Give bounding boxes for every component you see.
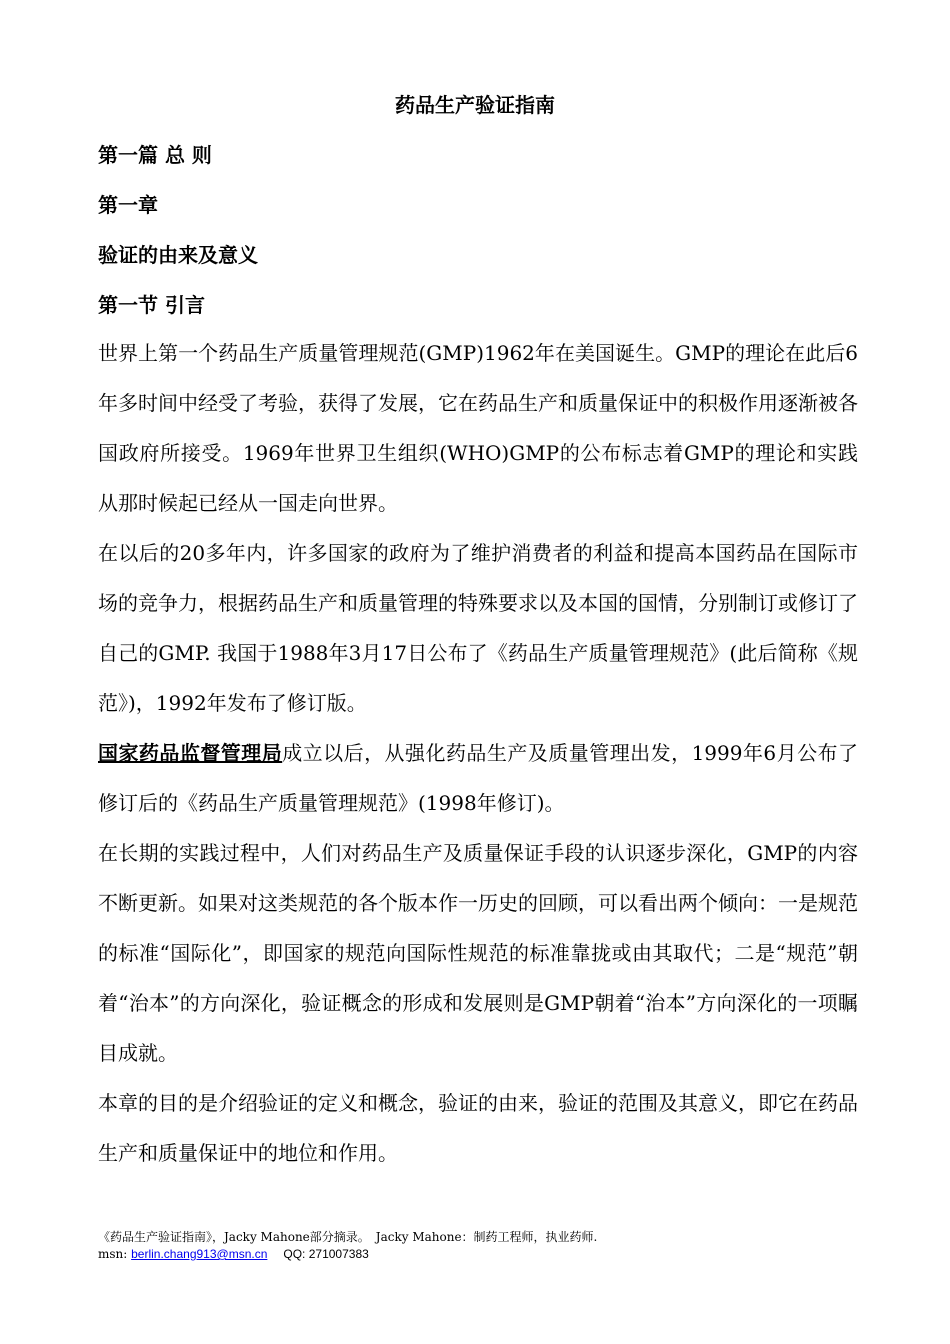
paragraph-national-gmp: 在以后的20多年内，许多国家的政府为了维护消费者的利益和提高本国药品在国际市场的竞争力，根据药品生产和质量管理的特殊要求以及本国的国情，分别制订或修订了自己的GMP. 我国于1988年3月17日公布了《药品生产质量管理规范》(此后简称《规范》)，1992年发布了修订版。 <box>98 541 858 715</box>
footer-contact <box>98 1246 898 1263</box>
section-heading: 第一节 引言 <box>98 293 205 317</box>
footer-msn-label: msn: <box>98 1247 132 1261</box>
footer-email-link[interactable]: berlin.chang913@msn.cn <box>131 1247 268 1261</box>
paragraph-sda-revision-text: 成立以后，从强化药品生产及质量管理出发，1999年6月公布了修订后的《药品生产质量管理规范》(1998年修订)。 <box>98 741 859 815</box>
part-heading: 第一篇 总 则 <box>98 143 212 167</box>
paragraph-chapter-purpose: 本章的目的是介绍验证的定义和概念，验证的由来，验证的范围及其意义，即它在药品生产和质量保证中的地位和作用。 <box>98 1091 858 1165</box>
paragraph-gmp-origin: 世界上第一个药品生产质量管理规范(GMP)1962年在美国诞生。GMP的理论在此后6年多时间中经受了考验，获得了发展，它在药品生产和质量保证中的积极作用逐渐被各国政府所接受。1969年世界卫生组织(WHO)GMP的公布标志着GMP的理论和实践从那时候起已经从一国走向世界。 <box>98 341 858 515</box>
footer-attribution: 《药品生产验证指南》，Jacky Mahone部分摘录。 Jacky Mahone：制药工程师，执业药师. <box>98 1230 598 1244</box>
document-title: 药品生产验证指南 <box>395 93 555 117</box>
paragraph-gmp-trends: 在长期的实践过程中，人们对药品生产及质量保证手段的认识逐步深化，GMP的内容不断更新。如果对这类规范的各个版本作一历史的回顾，可以看出两个倾向：一是规范的标准“国际化”，即国家的规范向国际性规范的标准靠拢或由其取代；二是“规范”朝着“治本”的方向深化，验证概念的形成和发展则是GMP朝着“治本”方向深化的一项瞩目成就。 <box>98 841 858 1065</box>
chapter-title: 验证的由来及意义 <box>98 243 258 267</box>
sda-link[interactable]: 国家药品监督管理局 <box>98 741 283 765</box>
page-footer <box>98 1229 898 1263</box>
footer-qq: QQ: 271007383 <box>283 1247 369 1261</box>
paragraph-sda-revision <box>98 728 858 828</box>
chapter-heading: 第一章 <box>98 193 158 217</box>
